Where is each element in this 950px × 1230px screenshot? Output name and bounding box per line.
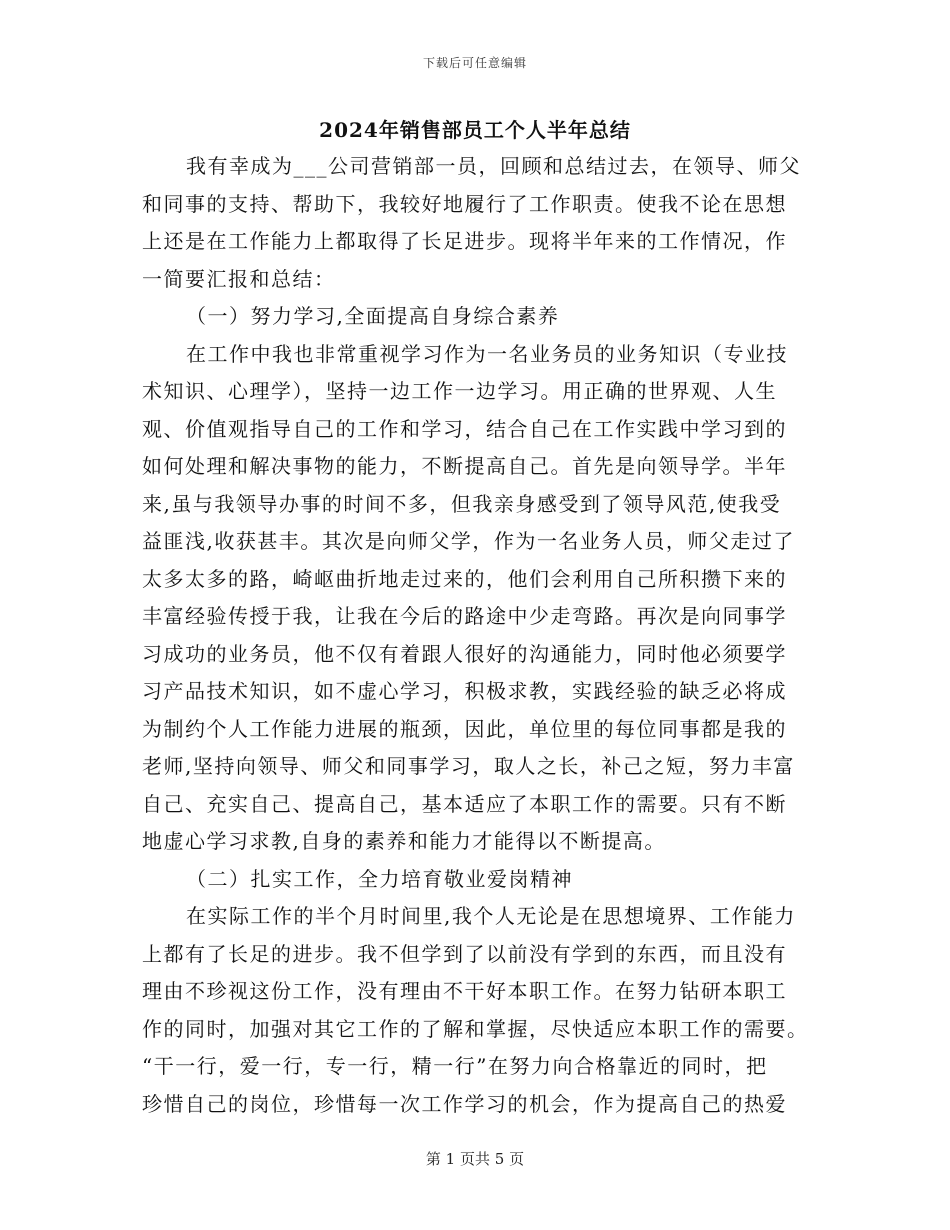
body-line: 在实际工作的半个月时间里,我个人无论是在思想境界、工作能力 [186,904,796,928]
body-line: 理由不珍视这份工作，没有理由不干好本职工作。在努力钻研本职工 [142,979,787,1003]
body-line: （一）努力学习,全面提高自身综合素养 [186,304,560,328]
body-line: 太多太多的路，崎岖曲折地走过来的，他们会利用自己所积攒下来的 [142,566,787,591]
body-line: （二）扎实工作，全力培育敬业爱岗精神 [186,866,573,891]
body-line: 丰富经验传授于我，让我在今后的路途中少走弯路。再次是向同事学 [142,604,787,628]
body-line: 益匪浅,收获甚丰。其次是向师父学，作为一名业务人员，师父走过了 [142,529,795,553]
body-line: 如何处理和解决事物的能力，不断提高自己。首先是向领导学。半年 [142,454,787,478]
body-line: 习成功的业务员，他不仅有着跟人很好的沟通能力，同时他必须要学 [142,641,787,666]
body-line: 地虚心学习求教,自身的素养和能力才能得以不断提高。 [142,829,666,853]
body-line: 上都有了长足的进步。我不但学到了以前没有学到的东西，而且没有 [142,941,787,966]
body-line: 自己、充实自己、提高自己，基本适应了本职工作的需要。只有不断 [142,791,787,816]
header-note: 下载后可任意编辑 [422,56,527,70]
page-number-footer: 第 1 页共 5 页 [425,1150,525,1168]
body-line: 来,虽与我领导办事的时间不多，但我亲身感受到了领导风范,使我受 [142,491,782,516]
body-line: 术知识、心理学），坚持一边工作一边学习。用正确的世界观、人生 [142,379,777,403]
body-line: 作的同时，加强对其它工作的了解和掌握，尽快适应本职工作的需要。 [142,1016,808,1041]
body-line: 上还是在工作能力上都取得了长足进步。现将半年来的工作情况，作 [142,229,787,253]
body-line: 习产品技术知识，如不虚心学习，积极求教，实践经验的缺乏必将成 [142,679,787,703]
body-line: 和同事的支持、帮助下，我较好地履行了工作职责。使我不论在思想 [142,191,787,216]
document-body [142,148,808,1123]
document-title: 2024年销售部员工个人半年总结 [319,118,631,142]
body-line: 珍惜自己的岗位，珍惜每一次工作学习的机会，作为提高自己的热爱 [142,1091,787,1116]
body-line: 我有幸成为___公司营销部一员，回顾和总结过去，在领导、师父 [186,154,801,178]
body-line: 在工作中我也非常重视学习作为一名业务员的业务知识（专业技 [186,341,788,366]
body-line: 观、价值观指导自己的工作和学习，结合自己在工作实践中学习到的 [142,416,787,441]
body-line: “干一行，爱一行，专一行，精一行”在努力向合格靠近的同时，把 [142,1054,768,1078]
body-line: 老师,坚持向领导、师父和同事学习，取人之长，补己之短，努力丰富 [142,754,795,778]
body-line: 一简要汇报和总结： [142,266,336,291]
body-line: 为制约个人工作能力进展的瓶颈，因此，单位里的每位同事都是我的 [142,716,787,741]
